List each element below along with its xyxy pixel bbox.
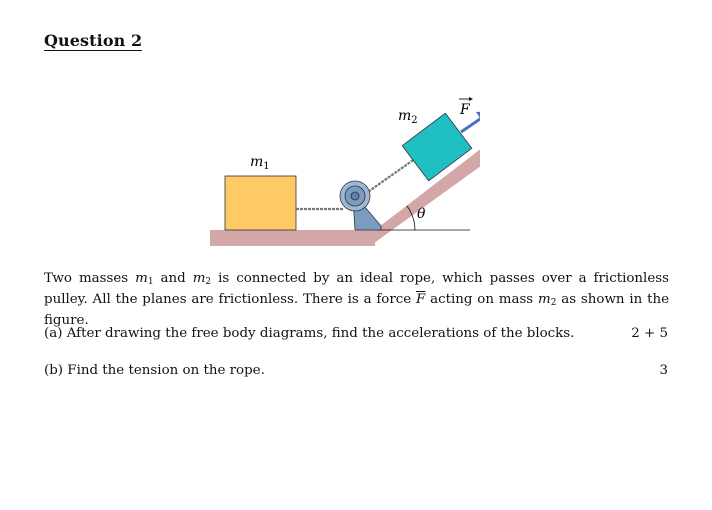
pulley-axle (351, 192, 359, 200)
force-vector-tip (469, 97, 473, 101)
horizontal-plane (210, 230, 375, 246)
m2-label: $m_2$ (398, 108, 418, 126)
angle-label: θ (417, 206, 426, 222)
question-heading: Question 2 (44, 31, 143, 50)
problem-statement: Two masses $m_1$ and $m_2$ is connected by an ideal rope, which passes over a frictionless pulley. All the planes are frictionless. There is a force $\overline{F}$ acting on mass $m_2$ as shown in the figure. (44, 271, 669, 328)
part-a-text: (a) After drawing the free body diagrams, find the accelerations of the blocks. (44, 326, 575, 341)
force-label: F (460, 102, 470, 118)
rope-incline (365, 156, 419, 194)
part-a-marks: 2 + 5 (631, 326, 668, 341)
part-b-marks: 3 (659, 363, 668, 378)
part-b-text: (b) Find the tension on the rope. (44, 363, 265, 378)
force-arrow-shaft (461, 117, 480, 132)
m1-label: $m_1$ (250, 154, 270, 172)
block-m1 (225, 176, 296, 230)
physics-figure (205, 88, 480, 248)
